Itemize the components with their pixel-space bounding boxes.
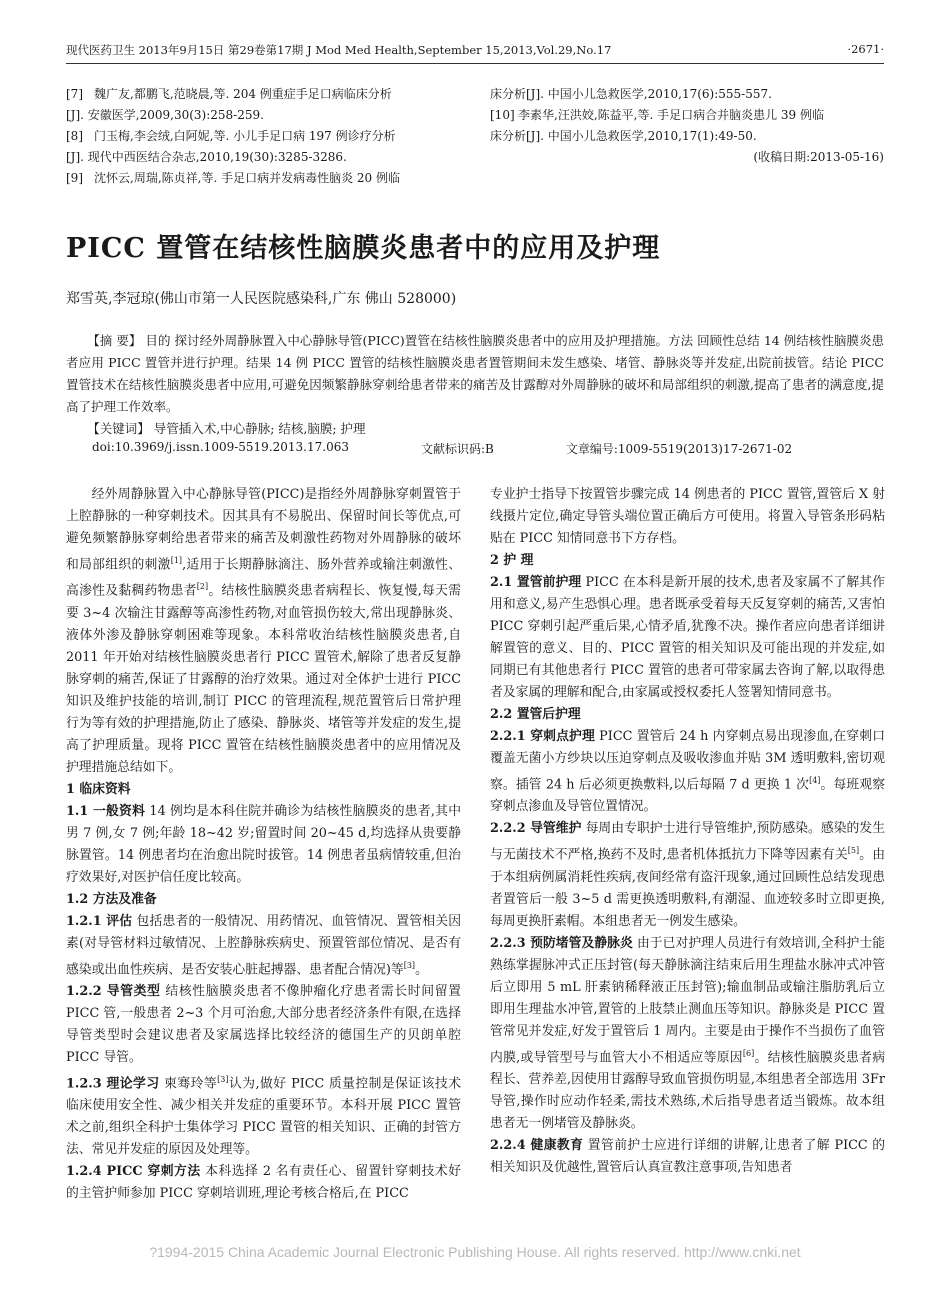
article-title: PICC 置管在结核性脑膜炎患者中的应用及护理: [66, 233, 661, 264]
reference-continuation: 床分析[J]. 中国小儿急救医学,2010,17(1):49-50.: [490, 129, 757, 143]
page-number: ·2671·: [847, 42, 884, 56]
references-right: [490, 84, 884, 168]
paragraph: 1.2.4 PICC 穿刺方法 本科选择 2 名有责任心、留置针穿刺技术好的主管护师参加 PICC 穿刺培训班,理论考核合格后,在 PICC: [66, 1164, 461, 1202]
reference-continuation: [J]. 现代中西医结合杂志,2010,19(30):3285-3286.: [66, 150, 347, 164]
citation: [5]: [847, 846, 860, 856]
paragraph: 1.2.1 评估 包括患者的一般情况、用药情况、血管情况、置管相关因素(对导管材料过敏情况、上腔静脉疾病史、预置管部位情况、是否有感染或出血性疾病、是否安装心脏起搏器、患者配合情况)等[3]。: [66, 913, 461, 977]
body-column-left: [66, 484, 461, 1205]
paragraph: 2.1 置管前护理 PICC 在本科是新开展的技术,患者及家属不了解其作用和意义,易产生恐惧心理。患者既承受着每天反复穿刺的痛苦,又害怕 PICC 穿刺引起严重后果,心情矛盾,犹豫不决。操作者应向患者详细讲解置管的意义、目的、PICC 置管的相关知识及可能出现的并发症,如同期已有其他患者行 PICC 置管的患者可带家属去咨询了解,以取得患者及家属的理解和配合,由家属或授权委托人签署知情同意书。: [490, 575, 886, 700]
running-header: [66, 42, 884, 64]
paragraph: 2.2.1 穿刺点护理 PICC 置管后 24 h 内穿刺点易出现渗血,在穿刺口覆盖无菌小方纱块以压迫穿刺点及吸收渗血并贴 3M 透明敷料,密切观察。插管 24 h 后必须更换敷料,以后每隔 7 d 更换 1 次[4]。每班观察穿刺点渗血及导管位置情况。: [490, 729, 886, 815]
article-meta: [92, 440, 884, 457]
reference-item: [8] 门玉梅,李会绒,白阿妮,等. 小儿手足口病 197 例诊疗分析: [66, 129, 396, 143]
citation: [3]: [217, 1074, 229, 1084]
paragraph: 专业护士指导下按置管步骤完成 14 例患者的 PICC 置管,置管后 X 射线摄片定位,确定导管头端位置正确后方可使用。将置入导管条形码粘贴在 PICC 知情同意书下方存档。: [490, 487, 885, 546]
keywords-label: 【关键词】: [87, 421, 150, 436]
doi: doi:10.3969/j.issn.1009-5519.2013.17.063: [92, 440, 349, 454]
abstract-text: 目的 探讨经外周静脉置入中心静脉导管(PICC)置管在结核性脑膜炎患者中的应用及护理措施。方法 回顾性总结 14 例结核性脑膜炎患者应用 PICC 置管并进行护理。结果 14 例 PICC 置管的结核性脑膜炎患者置管期间未发生感染、堵管、静脉炎等并发症,出院前拔管。结论 PICC 置管技术在结核性脑膜炎患者中应用,可避免因频繁静脉穿刺给患者带来的痛苦及甘露醇对外周静脉的破坏和局部组织的刺激,提高了患者的满意度,提高了护理工作效率。: [66, 333, 884, 414]
citation: [1]: [170, 556, 183, 565]
received-date: (收稿日期:2013-05-16): [753, 150, 884, 164]
paragraph: 2.2.4 健康教育 置管前护士应进行详细的讲解,让患者了解 PICC 的相关知识及优越性,置管后认真宣教注意事项,告知患者: [490, 1137, 886, 1175]
paragraph: 2.2.3 预防堵管及静脉炎 由于已对护理人员进行有效培训,全科护士能熟练掌握脉冲式正压封管(每天静脉滴注结束后用生理盐水脉冲式冲管后立即用 5 mL 肝素钠稀释液正压封管);输血制品或输注脂肪乳后立即用生理盐水冲管,置管的上肢禁止测血压等知识。静脉炎是 PICC 置管常见并发症,好发于置管后 1 周内。主要是由于操作不当损伤了血管内膜,或导管型号与血管大小不相适应等原因[6]。结核性脑膜炎患者病程长、营养差,因使用甘露醇导致血管损伤明显,本组患者全部选用 3Fr 导管,操作时应动作轻柔,需技术熟练,术后指导患者适当锻炼。故本组患者无一例堵管及静脉炎。: [490, 935, 886, 1131]
citation: [4]: [809, 776, 821, 785]
references-left: [66, 84, 461, 189]
paragraph: 1.2.2 导管类型 结核性脑膜炎患者不像肿瘤化疗患者需长时间留置 PICC 管,一般患者 2~3 个月可治愈,大部分患者经济条件有限,在选择导管类型时会建议患者及家属选择比较经济的德国生产的贝朗单腔 PICC 导管。: [66, 983, 461, 1065]
document-code: 文献标识码:B: [420, 442, 494, 456]
reference-item: [9] 沈怀云,周瑞,陈贞祥,等. 手足口病并发病毒性脑炎 20 例临: [66, 171, 400, 185]
section-heading: 1 临床资料: [66, 781, 131, 797]
paragraph: 1.2.3 理论学习 柬骞玲等[3]认为,做好 PICC 质量控制是保证该技术临床使用安全性、减少相关并发症的重要环节。本科开展 PICC 置管术之前,组织全科护士集体学习 PICC 置管的相关知识、正确的封管方法、常见并发症的原因及处理等。: [66, 1074, 462, 1158]
reference-item: [7] 魏广友,都鹏飞,范晓晨,等. 204 例重症手足口病临床分析: [66, 87, 392, 101]
intro-paragraph: 经外周静脉置入中心静脉导管(PICC)是指经外周静脉穿刺置管于上腔静脉的一种穿刺技术。因其具有不易脱出、保留时间长等优点,可避免频繁静脉穿刺给患者带来的痛苦及刺激性药物对外周静脉的破坏和局部组织的刺激[1],适用于长期静脉滴注、肠外营养或输注刺激性、高渗性及黏稠药物患者[2]。结核性脑膜炎患者病程长、恢复慢,每天需要 3~4 次输注甘露醇等高渗性药物,对血管损伤较大,常出现静脉炎、液体外渗及静脉穿刺困难等现象。本科常收治结核性脑膜炎患者,自 2011 年开始对结核性脑膜炎患者行 PICC 置管术,解除了患者反复静脉穿刺的痛苦,保证了甘露醇的治疗效果。通过对全体护士进行 PICC 知识及维护技能的培训,制订 PICC 的管理流程,规范置管后日常护理行为等有效的护理措施,防止了感染、静脉炎、堵管等并发症的发生,提高了护理质量。现将 PICC 置管在结核性脑膜炎患者中的应用情况及护理措施总结如下。: [66, 487, 461, 775]
paragraph: 2.2.2 导管维护 每周由专职护士进行导管维护,预防感染。感染的发生与无菌技术不严格,换药不及时,患者机体抵抗力下降等因素有关[5]。由于本组病例属消耗性疾病,夜间经常有盗汗现象,通过回顾性总结发现患者置管后一般 3~5 d 需更换透明敷料,有潮湿、血迹较多时立即更换,每周更换肝素帽。本组患者无一例发生感染。: [490, 821, 886, 929]
reference-item: [10] 李素华,汪洪姣,陈益平,等. 手足口病合并脑炎患儿 39 例临: [490, 108, 824, 122]
copyright-watermark: ?1994-2015 China Academic Journal Electronic Publishing House. All rights reserved. http://www.cnki.net: [149, 1244, 801, 1260]
authors: 郑雪英,李冠琼(佛山市第一人民医院感染科,广东 佛山 528000): [66, 291, 457, 307]
paragraph: 1.1 一般资料 14 例均是本科住院并确诊为结核性脑膜炎的患者,其中男 7 例,女 7 例;年龄 18~42 岁;留置时间 20~45 d,均选择从贵要静脉置管。14 例患者均在治愈出院时拔管。14 例患者虽病情较重,但治疗效果好,对医护信任度比较高。: [66, 803, 461, 885]
keywords-text: 导管插入术,中心静脉; 结核,脑膜; 护理: [149, 421, 366, 436]
reference-continuation: 床分析[J]. 中国小儿急救医学,2010,17(6):555-557.: [490, 87, 772, 101]
journal-info: 现代医药卫生 2013年9月15日 第29卷第17期 J Mod Med Health,September 15,2013,Vol.29,No.17: [66, 43, 612, 57]
citation: [3]: [403, 960, 416, 970]
article-number: 文章编号:1009-5519(2013)17-2671-02: [565, 442, 793, 456]
body-column-right: [490, 484, 885, 1179]
citation: [2]: [196, 582, 209, 592]
reference-continuation: [J]. 安徽医学,2009,30(3):258-259.: [66, 108, 264, 122]
citation: [6]: [742, 1048, 755, 1058]
subsection-heading: 2.2 置管后护理: [490, 707, 581, 722]
section-heading: 2 护 理: [490, 553, 534, 568]
abstract: [66, 330, 884, 440]
subsection-heading: 1.2 方法及准备: [66, 891, 157, 907]
abstract-label: 【摘 要】: [87, 333, 142, 348]
